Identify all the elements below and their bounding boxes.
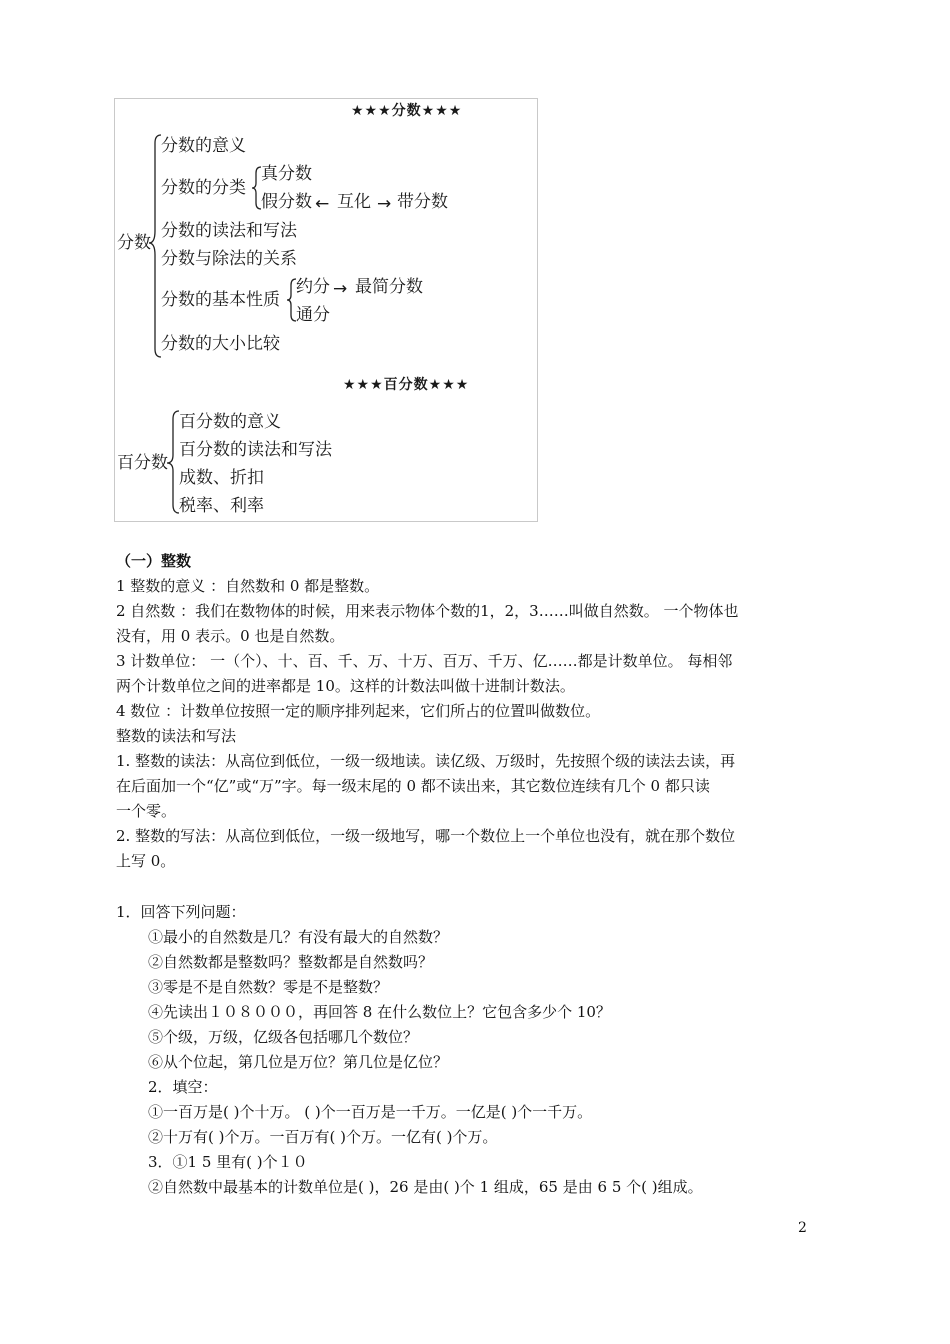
fraction-basic-property: 分数的基本性质 — [161, 290, 280, 310]
question-line: ⑤个级，万级，亿级各包括哪几个数位？ — [148, 1028, 419, 1046]
text-line: 两个计数单位之间的进率都是 10。这样的计数法叫做十进制计数法。 — [116, 677, 575, 695]
knowledge-diagram — [114, 98, 538, 522]
subheading: 整数的读法和写法 — [116, 727, 237, 745]
arrow-right-icon: → — [377, 194, 392, 214]
percent-root: 百分数 — [117, 453, 168, 473]
text-line: 2 自然数 ：我们在数物体的时候，用来表示物体个数的1，2，3……叫做自然数。 一个物体也 — [116, 602, 739, 620]
question-line: 3．①1 5 里有( )个１０ — [148, 1153, 308, 1171]
text-line: 1 整数的意义 ：自然数和 0 都是整数。 — [116, 577, 380, 595]
interconvert-label: 互化 — [337, 192, 371, 212]
question-line: ⑥从个位起，第几位是万位？第几位是亿位？ — [148, 1053, 449, 1071]
percent-item: 百分数的意义 — [179, 412, 281, 432]
percent-header: ★★★百分数★★★ — [343, 377, 470, 393]
text-line: 上写 0。 — [116, 852, 176, 870]
question-line: ①一百万是( )个十万。 ( )个一百万是一千万。一亿是( )个一千万。 — [148, 1103, 593, 1121]
text-line: 1. 整数的读法：从高位到低位，一级一级地读。读亿级、万级时，先按照个级的读法去读，再 — [116, 752, 736, 770]
question-line: ②自然数中最基本的计数单位是( )，26 是由( )个 1 组成，65 是由 6 5 个( )组成。 — [148, 1178, 703, 1196]
text-line: 没有，用 0 表示。0 也是自然数。 — [116, 627, 345, 645]
common-denominator: 通分 — [296, 305, 330, 325]
percent-item: 税率、利率 — [179, 496, 264, 516]
percent-item: 成数、折扣 — [179, 468, 264, 488]
proper-fraction: 真分数 — [261, 164, 312, 184]
reduce-fraction: 约分 — [296, 277, 330, 297]
simplest-fraction: 最简分数 — [355, 277, 423, 297]
mixed-fraction: 带分数 — [397, 192, 448, 212]
page-number: 2 — [798, 1220, 807, 1236]
text-line: 一个零。 — [116, 802, 177, 820]
improper-fraction: 假分数 — [261, 192, 312, 212]
percent-item: 百分数的读法和写法 — [179, 440, 332, 460]
arrow-right-icon: → — [333, 279, 348, 299]
arrow-left-icon: ← — [315, 194, 330, 214]
fraction-read-write: 分数的读法和写法 — [161, 221, 297, 241]
text-line: 4 数位 ：计数单位按照一定的顺序排列起来，它们所占的位置叫做数位。 — [116, 702, 601, 720]
section-title: （一）整数 — [116, 552, 192, 570]
question-line: ③零是不是自然数？零是不是整数？ — [148, 978, 389, 996]
question-line: ②十万有( )个万。一百万有( )个万。一亿有( )个万。 — [148, 1128, 498, 1146]
question-line: ④先读出１０８０００，再回答 8 在什么数位上？它包含多少个 10？ — [148, 1003, 611, 1021]
fraction-division-relation: 分数与除法的关系 — [161, 249, 297, 269]
fraction-compare: 分数的大小比较 — [161, 334, 280, 354]
question-title: 1．回答下列问题： — [116, 903, 246, 921]
fraction-root: 分数 — [117, 233, 151, 253]
text-line: 在后面加一个“亿”或“万”字。每一级末尾的 0 都不读出来，其它数位连续有几个 0 都只读 — [116, 777, 710, 795]
fraction-classification: 分数的分类 — [161, 178, 246, 198]
fraction-meaning: 分数的意义 — [161, 136, 246, 156]
text-line: 3 计数单位： 一（个）、十、百、千、万、十万、百万、千万、亿……都是计数单位。 每相邻 — [116, 652, 733, 670]
question-line: ②自然数都是整数吗？整数都是自然数吗？ — [148, 953, 434, 971]
question-line: ①最小的自然数是几？有没有最大的自然数？ — [148, 928, 449, 946]
fraction-header: ★★★分数★★★ — [351, 103, 463, 119]
text-line: 2. 整数的写法：从高位到低位，一级一级地写，哪一个数位上一个单位也没有，就在那个数位 — [116, 827, 736, 845]
question-line: 2．填空： — [148, 1078, 218, 1096]
